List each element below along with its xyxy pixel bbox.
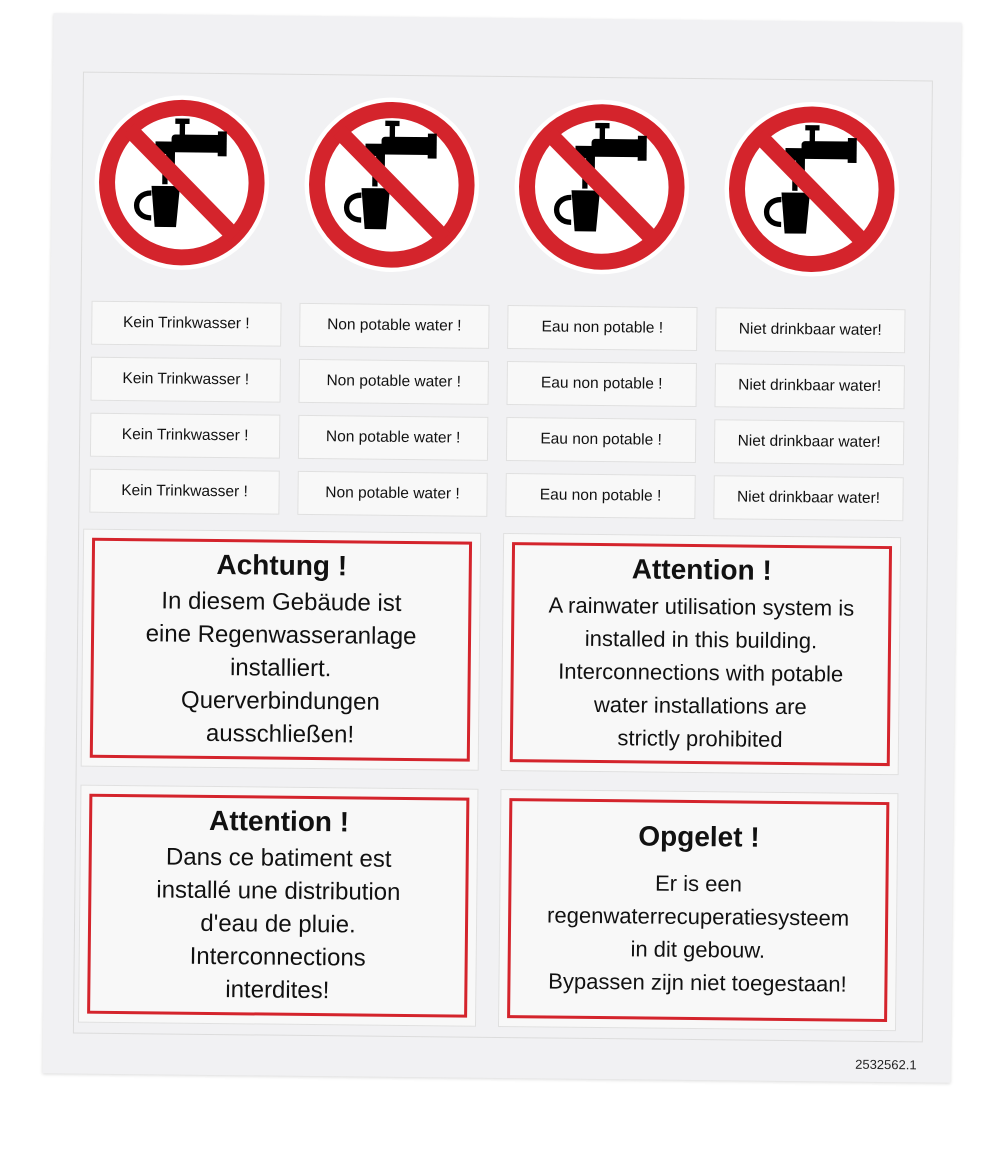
panel-line: d'eau de pluie. <box>200 909 356 938</box>
panel-line: Dans ce batiment est <box>165 842 392 873</box>
warning-panel-de <box>81 529 481 771</box>
panel-line: Interconnections <box>189 942 366 972</box>
panel-line: interdites! <box>225 975 330 1004</box>
product-code: 2532562.1 <box>855 1056 917 1073</box>
no-drinking-water-icon <box>722 99 902 279</box>
label-nl: Niet drinkbaar water! <box>714 363 904 409</box>
panel-line: Interconnections with potable <box>558 658 844 687</box>
panel-line: ausschließen! <box>205 719 355 748</box>
warning-panel-nl <box>498 789 898 1031</box>
panel-line: eine Regenwasseranlage <box>145 619 417 650</box>
label-nl: Niet drinkbaar water! <box>713 475 903 521</box>
no-drinking-water-icon <box>92 93 272 273</box>
panel-line: Er is een <box>654 870 743 897</box>
panel-line: in dit gebouw. <box>630 936 766 963</box>
sticker-area <box>73 72 933 1043</box>
panel-title: Attention ! <box>208 804 350 837</box>
panel-line: installed in this building. <box>584 625 818 653</box>
panel-line: strictly prohibited <box>617 724 783 752</box>
no-drinking-water-icon <box>512 97 692 277</box>
panel-line: installé une distribution <box>156 875 401 906</box>
panel-line: A rainwater utilisation system is <box>548 591 855 621</box>
panel-title: Attention ! <box>631 552 772 586</box>
panel-line: Bypassen zijn niet toegestaan! <box>548 968 847 997</box>
label-nl: Niet drinkbaar water! <box>714 419 904 465</box>
label-de: Kein Trinkwasser ! <box>91 301 281 347</box>
panel-line: Querverbindungen <box>180 686 380 716</box>
label-fr: Eau non potable ! <box>506 361 696 407</box>
label-de: Kein Trinkwasser ! <box>89 469 279 515</box>
label-fr: Eau non potable ! <box>505 473 695 519</box>
panel-title: Opgelet ! <box>638 820 760 853</box>
panel-title: Achtung ! <box>216 548 348 581</box>
no-drinking-water-icon <box>302 95 482 275</box>
label-nl: Niet drinkbaar water! <box>715 307 905 353</box>
warning-panel-en <box>501 533 901 775</box>
panel-line: In diesem Gebäude ist <box>161 586 402 617</box>
label-de: Kein Trinkwasser ! <box>91 357 281 403</box>
label-en: Non potable water ! <box>297 471 487 517</box>
warning-panel-fr <box>78 785 478 1027</box>
label-en: Non potable water ! <box>298 415 488 461</box>
label-fr: Eau non potable ! <box>507 305 697 351</box>
label-fr: Eau non potable ! <box>506 417 696 463</box>
label-de: Kein Trinkwasser ! <box>90 413 280 459</box>
panel-line: installiert. <box>229 653 332 682</box>
label-en: Non potable water ! <box>299 359 489 405</box>
label-en: Non potable water ! <box>299 303 489 349</box>
panel-line: water installations are <box>593 691 807 719</box>
sticker-sheet <box>42 13 961 1082</box>
panel-line: regenwaterrecuperatiesysteem <box>546 902 850 931</box>
